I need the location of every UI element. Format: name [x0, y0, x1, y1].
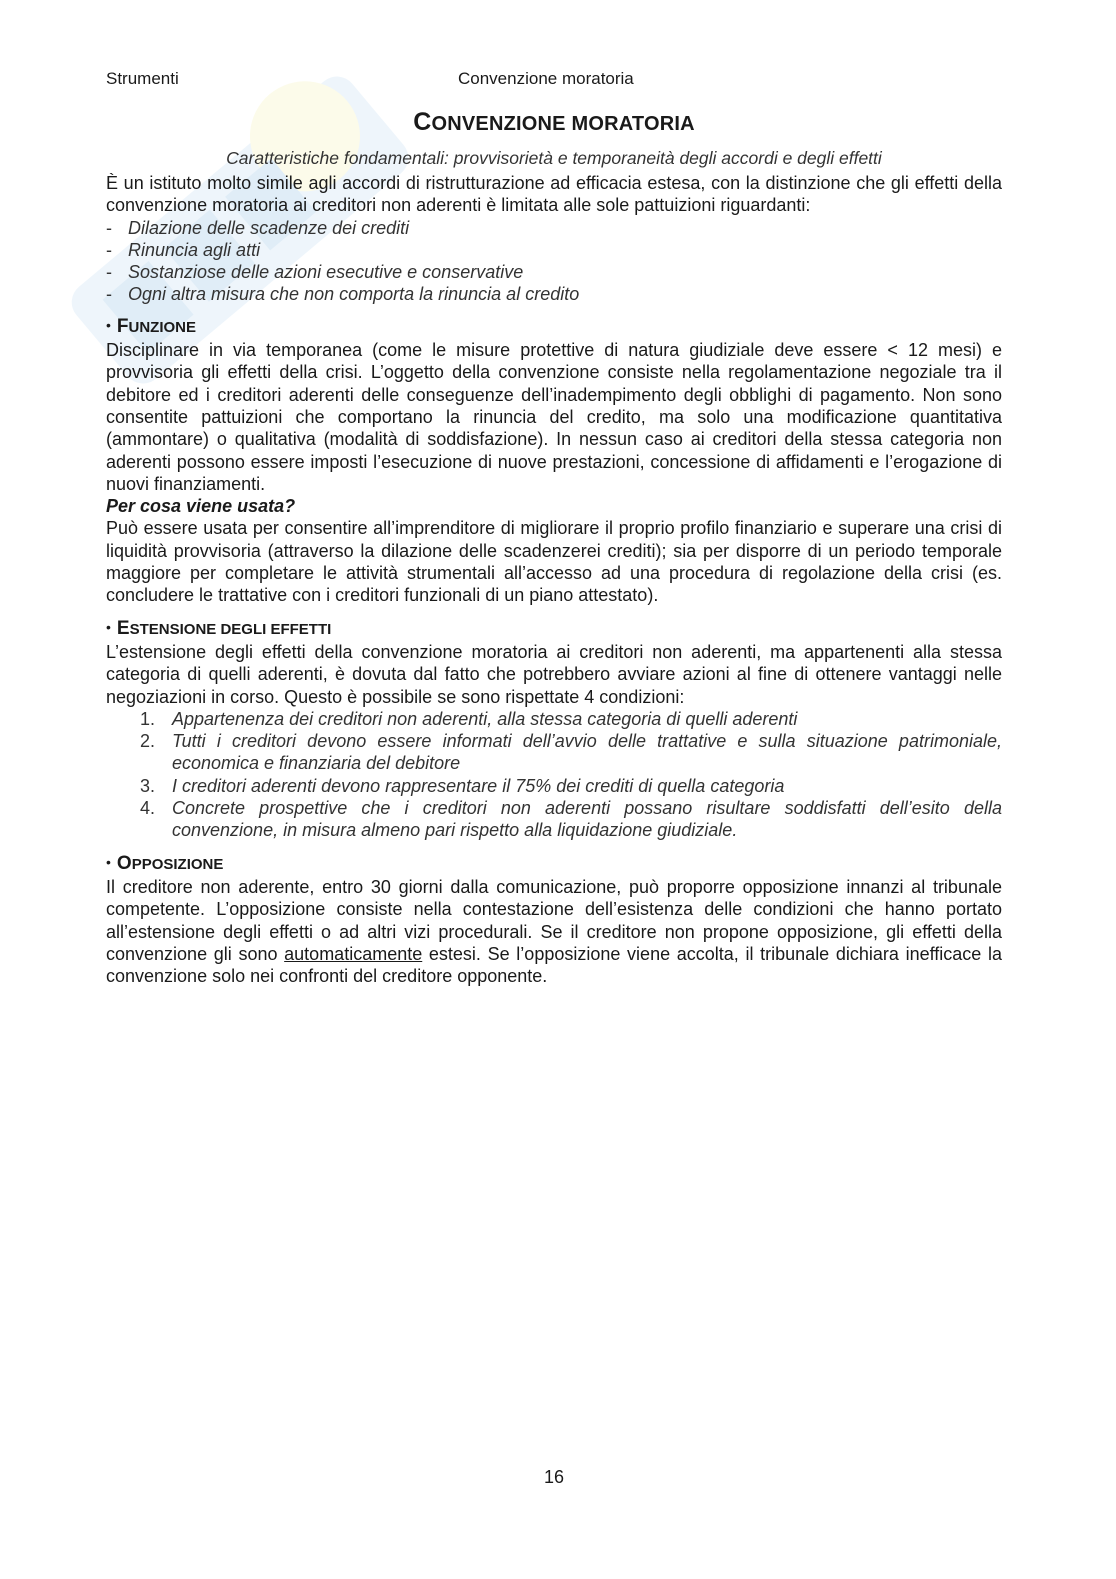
list-item: [106, 708, 1002, 730]
list-item: [106, 730, 1002, 775]
conditions-list: [106, 708, 1002, 842]
heading-first-letter: O: [116, 852, 132, 874]
heading-first-letter: E: [116, 617, 130, 639]
intro-list: [106, 217, 1002, 306]
list-number: 4.: [140, 798, 156, 819]
opposizione-paragraph: [106, 876, 1002, 987]
list-text: Appartenenza dei creditori non aderenti, alla stessa categoria di quelli aderenti: [172, 708, 798, 729]
funzione-question: Per cosa viene usata?: [106, 496, 296, 517]
heading-first-letter: F: [116, 315, 129, 337]
estensione-paragraph: L’estensione degli effetti della convenzione moratoria ai creditori non aderenti, ma appartenenti alla stessa categoria di quelli aderenti, è dovuta dal fatto che potrebbero avviare azioni al fine di ottenere vantaggi nelle negoziazioni in corso. Questo è possibile se sono rispettate 4 condizioni:: [106, 641, 1002, 707]
list-item: - Rinuncia agli atti: [106, 239, 1002, 261]
title-first-letter: C: [413, 108, 432, 136]
list-text: Concrete prospettive che i creditori non aderenti possano risultare soddisfatti dell’esito della convenzione, in misura almeno pari rispetto alla liquidazione giudiziale.: [172, 798, 1002, 841]
funzione-answer: Può essere usata per consentire all’imprenditore di migliorare il proprio profilo finanziario e superare una crisi di liquidità provvisoria (attraverso la dilazione delle scadenzerei crediti); sia per disporre di un periodo temporale maggiore per completare le attività strumentali all’accesso ad una procedura di regolazione della crisi (es. concludere le trattative con i creditori funzionali di un piano attestato).: [106, 518, 1002, 606]
list-item: - Dilazione delle scadenze dei crediti: [106, 217, 1002, 239]
list-item: [106, 797, 1002, 842]
intro-paragraph: È un istituto molto simile agli accordi di ristrutturazione ad efficacia estesa, con la distinzione che gli effetti della convenzione moratoria ai creditori non aderenti è limitata alle sole pattuizioni riguardanti:: [106, 173, 1002, 216]
page-title: [0, 108, 1108, 137]
opposizione-text-b: estesi. Se l’opposizione viene accolta, il tribunale dichiara inefficace la convenzione solo nei confronti del creditore opponente.: [106, 943, 1002, 987]
bullet-icon: •: [106, 853, 111, 870]
opposizione-text-a: Il creditore non aderente, entro 30 giorni dalla comunicazione, può proporre opposizione innanzi al tribunale competente. L’opposizione consiste nella contestazione dell’esistenza delle condizioni che hanno portato all’estensione degli effetti o ad altri vizi procedurali. Se il creditore non propone opposizione, gli effetti della convenzione gli sono: [106, 876, 1002, 964]
list-item: - Sostanziose delle azioni esecutive e conservative: [106, 261, 1002, 283]
bullet-icon: •: [106, 316, 111, 333]
page-number: 16: [543, 1467, 565, 1487]
funzione-paragraph: Disciplinare in via temporanea (come le misure protettive di natura giudiziale deve essere < 12 mesi) e provvisoria gli effetti della crisi. L’oggetto della convenzione consiste nella regolamentazione negoziale tra il debitore ed i creditori aderenti delle conseguenze dell’inadempimento degli obblighi di pagamento. Non sono consentite pattuizioni che comportano la rinuncia del credito, ma solo una modificazione quantitativa (ammontare) o qualitativa (modalità di soddisfazione). In nessun caso ai creditori della stessa categoria non aderenti possono essere imposti l’esecuzione di nuove prestazioni, concessione di affidamenti e l’erogazione di nuovi finanziamenti.: [106, 340, 1002, 494]
page-subtitle: Caratteristiche fondamentali: provvisorietà e temporaneità degli accordi e degli effetti: [226, 148, 882, 168]
section-heading-opposizione: [106, 852, 1002, 876]
heading-rest: UNZIONE: [128, 318, 197, 336]
header-section-label: Strumenti: [106, 69, 179, 88]
list-text: Tutti i creditori devono essere informati dell’avvio delle trattative e sulla situazione patrimoniale, economica e finanziaria del debitore: [172, 731, 1002, 774]
document-body: [106, 172, 1002, 987]
bullet-icon: •: [106, 618, 111, 635]
header-chapter-title: Convenzione moratoria: [458, 69, 634, 88]
list-number: 1.: [140, 708, 156, 729]
section-heading-estensione: [106, 617, 1002, 641]
title-rest: ONVENZIONE MORATORIA: [431, 113, 695, 135]
list-text: I creditori aderenti devono rappresentare il 75% dei crediti di quella categoria: [172, 775, 785, 796]
heading-rest: STENSIONE DEGLI EFFETTI: [129, 620, 332, 638]
list-item: [106, 775, 1002, 797]
list-item: - Ogni altra misura che non comporta la rinuncia al credito: [106, 283, 1002, 305]
list-number: 2.: [140, 731, 156, 752]
list-number: 3.: [140, 775, 156, 796]
heading-rest: PPOSIZIONE: [131, 855, 224, 873]
section-heading-funzione: [106, 315, 1002, 339]
underlined-word: automaticamente: [284, 943, 423, 964]
